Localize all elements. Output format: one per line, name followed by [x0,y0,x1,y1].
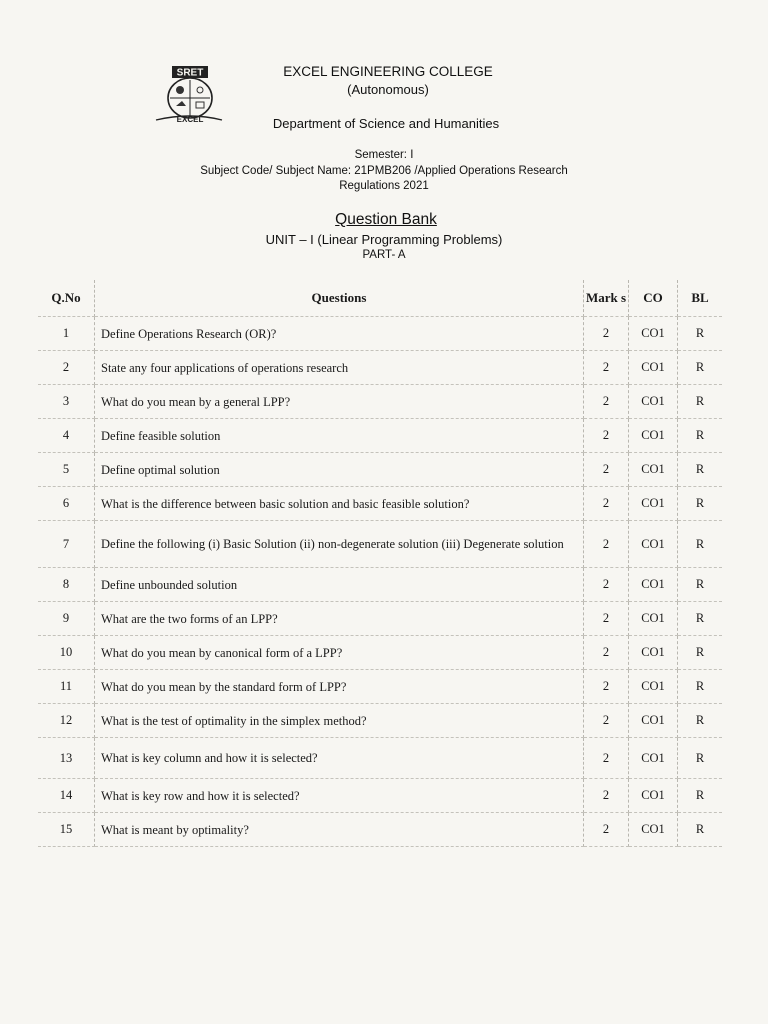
table-row [38,636,722,670]
marks-value: 2 [584,779,629,813]
department-name: Department of Science and Humanities [272,116,500,131]
row-number: 6 [38,487,95,521]
co-value: CO1 [629,385,678,419]
marks-value: 2 [584,602,629,636]
question-table [38,280,722,847]
table-header-row [38,280,722,317]
bl-value: R [678,738,723,779]
question-text: Define Operations Research (OR)? [101,326,277,341]
table-row [38,670,722,704]
marks-value: 2 [584,521,629,568]
co-value: CO1 [629,419,678,453]
row-number: 5 [38,453,95,487]
bl-value: R [678,813,723,847]
table-row [38,779,722,813]
question-text: What is the test of optimality in the simplex method? [101,713,367,728]
table-row [38,704,722,738]
bl-value: R [678,317,723,351]
marks-value: 2 [584,813,629,847]
part-label: PART- A [362,249,406,261]
marks-value: 2 [584,636,629,670]
marks-value: 2 [584,351,629,385]
marks-value: 2 [584,704,629,738]
marks-value: 2 [584,317,629,351]
co-value: CO1 [629,704,678,738]
bl-value: R [678,453,723,487]
bl-value: R [678,385,723,419]
unit-title: UNIT – I (Linear Programming Problems) [265,232,503,247]
co-value: CO1 [629,487,678,521]
svg-text:SRET: SRET [176,67,204,79]
marks-value: 2 [584,487,629,521]
autonomous-label: (Autonomous) [347,82,429,97]
co-value: CO1 [629,568,678,602]
table-row [38,813,722,847]
row-number: 3 [38,385,95,419]
question-text: What do you mean by a general LPP? [101,394,291,409]
co-value: CO1 [629,738,678,779]
table-row [38,351,722,385]
header-co: CO [629,280,678,317]
page-title: Question Bank [335,211,437,228]
co-value: CO1 [629,317,678,351]
svg-text:EXCEL: EXCEL [176,115,204,124]
header-qno: Q.No [38,280,95,317]
row-number: 4 [38,419,95,453]
college-name: EXCEL ENGINEERING COLLEGE [283,64,493,79]
bl-value: R [678,779,723,813]
table-row [38,568,722,602]
table-row [38,453,722,487]
bl-value: R [678,419,723,453]
marks-value: 2 [584,419,629,453]
bl-value: R [678,521,723,568]
bl-value: R [678,670,723,704]
bl-value: R [678,636,723,670]
row-number: 15 [38,813,95,847]
row-number: 8 [38,568,95,602]
question-text: What is key row and how it is selected? [101,788,300,803]
marks-value: 2 [584,385,629,419]
question-text: Define optimal solution [101,462,220,477]
table-row [38,487,722,521]
header-bl: BL [678,280,723,317]
question-text: Define the following (i) Basic Solution (ii) non-degenerate solution (iii) Degenerate solution [101,537,564,551]
question-text: What is key column and how it is selected? [101,751,318,765]
row-number: 10 [38,636,95,670]
co-value: CO1 [629,453,678,487]
bl-value: R [678,704,723,738]
question-text: What do you mean by the standard form of LPP? [101,679,347,694]
co-value: CO1 [629,779,678,813]
question-text: What is the difference between basic solution and basic feasible solution? [101,496,470,511]
question-text: Define feasible solution [101,428,221,443]
question-text: What is meant by optimality? [101,822,249,837]
header-marks: Mark s [584,280,629,317]
marks-value: 2 [584,568,629,602]
question-text: Define unbounded solution [101,577,238,592]
co-value: CO1 [629,636,678,670]
row-number: 11 [38,670,95,704]
table-row [38,385,722,419]
subject-label: Subject Code/ Subject Name: 21PMB206 /Applied Operations Research [200,165,568,177]
regulations-label: Regulations 2021 [339,180,429,192]
row-number: 9 [38,602,95,636]
co-value: CO1 [629,602,678,636]
co-value: CO1 [629,813,678,847]
table-row [38,317,722,351]
header-questions: Questions [95,280,584,317]
semester-label: Semester: I [354,149,414,161]
table-row [38,419,722,453]
bl-value: R [678,568,723,602]
row-number: 7 [38,521,95,568]
bl-value: R [678,602,723,636]
table-row [38,738,722,779]
question-text: What do you mean by canonical form of a LPP? [101,645,343,660]
co-value: CO1 [629,521,678,568]
co-value: CO1 [629,351,678,385]
marks-value: 2 [584,670,629,704]
co-value: CO1 [629,670,678,704]
marks-value: 2 [584,738,629,779]
bl-value: R [678,487,723,521]
question-text: What are the two forms of an LPP? [101,611,278,626]
row-number: 12 [38,704,95,738]
question-text: State any four applications of operations research [101,360,349,375]
row-number: 2 [38,351,95,385]
row-number: 1 [38,317,95,351]
bl-value: R [678,351,723,385]
table-row [38,602,722,636]
marks-value: 2 [584,453,629,487]
row-number: 13 [38,738,95,779]
table-row [38,521,722,568]
row-number: 14 [38,779,95,813]
